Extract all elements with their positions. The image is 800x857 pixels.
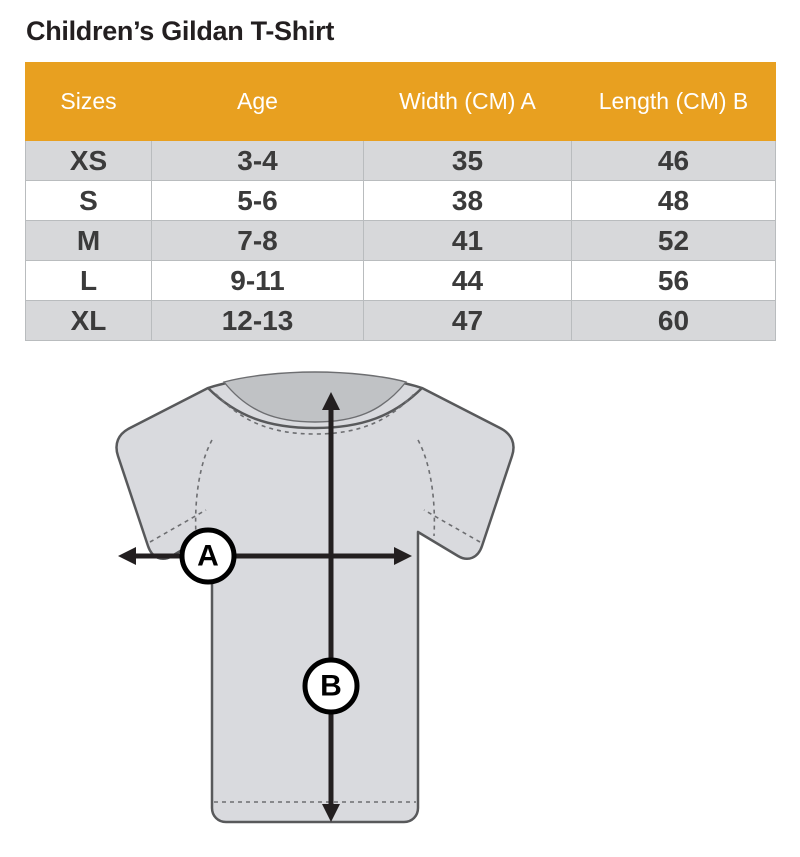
cell-age: 12-13 (152, 301, 364, 341)
cell-age: 7-8 (152, 221, 364, 261)
length-label: B (320, 669, 342, 703)
column-header-length: Length (CM) B (572, 63, 776, 141)
cell-width: 41 (364, 221, 572, 261)
cell-size: M (26, 221, 152, 261)
page-title: Children’s Gildan T-Shirt (26, 16, 335, 46)
column-header-width: Width (CM) A (364, 63, 572, 141)
table-row (26, 141, 776, 181)
cell-width: 47 (364, 301, 572, 341)
width-label-badge (182, 530, 234, 582)
cell-length: 56 (572, 261, 776, 301)
table-row (26, 221, 776, 261)
cell-width: 44 (364, 261, 572, 301)
cell-size: L (26, 261, 152, 301)
table-row (26, 261, 776, 301)
table-row (26, 181, 776, 221)
cell-size: S (26, 181, 152, 221)
cell-size: XS (26, 141, 152, 181)
cell-age: 5-6 (152, 181, 364, 221)
table-body (26, 141, 776, 341)
size-chart-table-wrapper (25, 62, 775, 341)
table-header (26, 63, 776, 141)
table-header-row (26, 63, 776, 141)
cell-length: 48 (572, 181, 776, 221)
tshirt-icon (117, 372, 514, 822)
cell-length: 46 (572, 141, 776, 181)
cell-size: XL (26, 301, 152, 341)
cell-age: 9-11 (152, 261, 364, 301)
column-header-age: Age (152, 63, 364, 141)
cell-length: 52 (572, 221, 776, 261)
cell-width: 35 (364, 141, 572, 181)
column-header-sizes: Sizes (26, 63, 152, 141)
tshirt-measurement-diagram (0, 370, 800, 857)
width-label: A (197, 539, 219, 573)
cell-length: 60 (572, 301, 776, 341)
cell-age: 3-4 (152, 141, 364, 181)
size-chart-table (25, 62, 776, 341)
length-label-badge (305, 660, 357, 712)
cell-width: 38 (364, 181, 572, 221)
table-row (26, 301, 776, 341)
